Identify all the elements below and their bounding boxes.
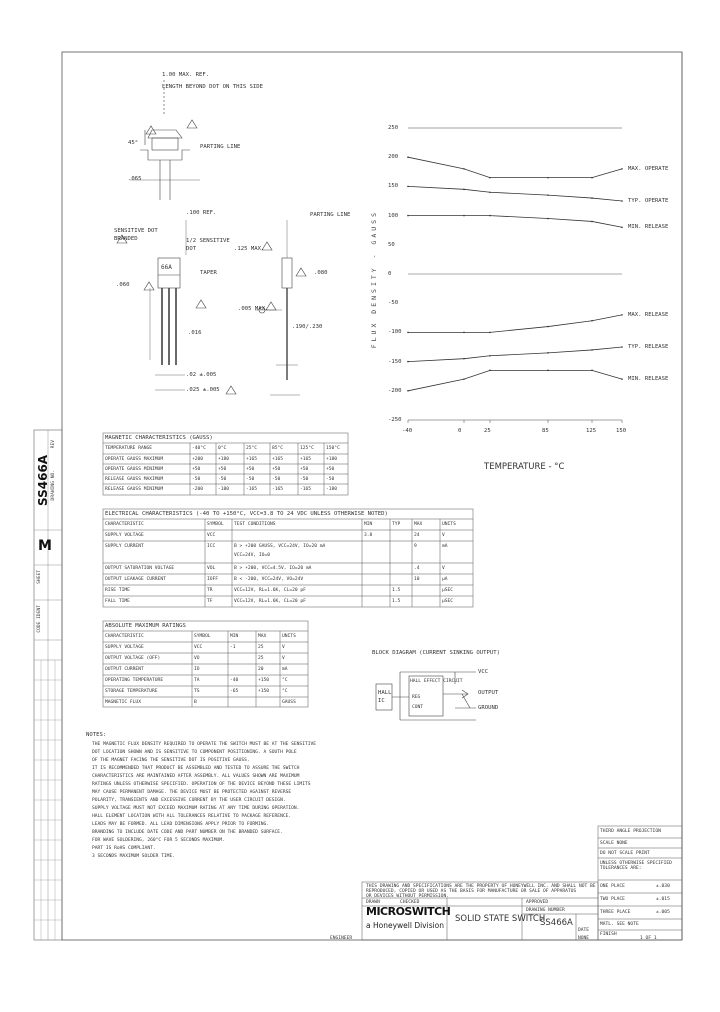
note-line: DOT LOCATION SHOWN AND IS SENSITIVE TO COMPONENT POSITIONING. A SOUTH POLE <box>92 750 297 755</box>
ratings-table-cell: -40 <box>230 678 239 683</box>
electrical-table-header: MAX <box>414 522 423 527</box>
field-label: ENGINEER <box>330 936 353 941</box>
magnetic-table-cell: -50 <box>272 477 281 482</box>
ratings-table-cell: VO <box>194 656 200 661</box>
dim-label: .080 <box>314 270 328 276</box>
dim-label: PARTING LINE <box>200 144 241 150</box>
tolerance-label: TWO PLACE <box>600 897 625 902</box>
electrical-table-cell: VOL <box>207 566 216 571</box>
chart-y-tick-label: -50 <box>388 300 399 307</box>
electrical-table-cell: ICC <box>207 544 216 549</box>
chart-y-axis-label: FLUX DENSITY - GAUSS <box>370 210 378 349</box>
dim-label: .125 MAX. <box>234 246 265 252</box>
chart-x-tick-label: 85 <box>542 428 549 434</box>
electrical-table-cell: µA <box>442 577 448 582</box>
magnetic-table-cell: -165 <box>272 487 284 492</box>
magnetic-table-header: TEMPERATURE RANGE <box>105 446 153 451</box>
note-line: BRANDING TO INCLUDE DATE CODE AND PART NUMBER ON THE BRANDED SURFACE. <box>92 830 283 835</box>
magnetic-table-cell: +165 <box>246 457 258 462</box>
chart-data-point <box>489 191 491 193</box>
electrical-table-cell: B > +200 GAUSS, VCC=24V, IO=20 mA <box>234 544 326 549</box>
chart-series-label: MAX. OPERATE <box>628 165 669 172</box>
electrical-table-header: UNITS <box>442 522 456 527</box>
magnetic-table-header: 150°C <box>326 446 340 451</box>
ratings-table-cell: mA <box>282 667 288 672</box>
dim-label: .060 <box>116 282 130 288</box>
electrical-table-cell: SUPPLY CURRENT <box>105 544 144 549</box>
magnetic-table-header: 0°C <box>218 446 227 451</box>
chart-y-tick-label: 100 <box>388 212 399 219</box>
field-label: DATE <box>578 928 590 933</box>
disclaimer-line: THIS DRAWING AND SPECIFICATIONS ARE THE PROPERTY OF HONEYWELL INC. AND SHALL NOT BE <box>366 884 596 889</box>
magnetic-table-cell: -180 <box>326 487 338 492</box>
ratings-table-cell: V <box>282 645 285 650</box>
ratings-table-cell: TS <box>194 689 200 694</box>
chart-y-tick-label: 200 <box>388 154 399 161</box>
chart-series-label: MAX. RELEASE <box>628 311 669 318</box>
electrical-table-header: CHARACTERISTIC <box>105 522 144 527</box>
dim-label: 1/2 SENSITIVE <box>186 238 230 244</box>
chart-data-point <box>407 332 409 334</box>
company-division: a Honeywell Division <box>366 921 445 930</box>
chart-y-tick-label: -100 <box>388 329 402 336</box>
side-part-number: SS466A <box>36 454 50 506</box>
title-block-row: UNLESS OTHERWISE SPECIFIED TOLERANCES ARE: <box>600 861 672 871</box>
ratings-table-cell: B <box>194 700 197 705</box>
electrical-table-cell: TF <box>207 599 213 604</box>
tolerance-label: THREE PLACE <box>600 910 631 915</box>
disclaimer-line: OR DEVICES WITHOUT PERMISSION. <box>366 894 449 899</box>
electrical-table-cell: 3.8 <box>364 533 373 538</box>
chart-data-point <box>547 177 549 179</box>
chart-series-label: MIN. RELEASE <box>628 376 669 383</box>
magnetic-table-header: 85°C <box>272 446 284 451</box>
note-line: POLARITY, TRANSIENTS AND EXCESSIVE CURRENT BY THE USER CIRCUIT DESIGN. <box>92 798 286 803</box>
ratings-table-cell: MAGNETIC FLUX <box>105 700 141 705</box>
ratings-table-cell: STORAGE TEMPERATURE <box>105 689 158 694</box>
tolerance-label: ONE PLACE <box>600 884 625 889</box>
dim-label: .190/.230 <box>292 324 323 330</box>
flux-vs-temperature-chart <box>407 128 623 423</box>
ratings-table-cell: OUTPUT CURRENT <box>105 667 144 672</box>
side-label: DRAWING NO. <box>51 470 56 501</box>
block-label: HALL <box>378 690 392 696</box>
electrical-table-cell: VCC=12V, RL=1.6K, CL=20 pF <box>234 599 306 604</box>
magnetic-table-header: 25°C <box>246 446 258 451</box>
block-label: CONT <box>412 705 424 710</box>
chart-y-tick-label: 250 <box>388 125 399 131</box>
sheet-value: 1 OF 1 <box>640 936 657 941</box>
chart-data-point <box>489 355 491 357</box>
ratings-table-cell: SUPPLY VOLTAGE <box>105 645 144 650</box>
note-flag-icons <box>117 120 306 394</box>
title-block-row: SCALE NONE <box>600 841 628 846</box>
field-label: CHECKED <box>400 900 420 905</box>
chart-y-tick-label: 50 <box>388 241 395 248</box>
chart-data-point <box>463 332 465 334</box>
magnetic-table-cell: -165 <box>300 487 312 492</box>
scale-value: NONE <box>578 936 590 941</box>
ratings-table-header: MAX <box>258 634 267 639</box>
ratings-table-header: CHARACTERISTIC <box>105 634 144 639</box>
chart-data-point <box>407 186 409 188</box>
electrical-table-header: SYMBOL <box>207 522 224 527</box>
side-label: REV <box>51 440 56 449</box>
chart-x-tick-label: 125 <box>586 428 597 434</box>
chart-data-point <box>591 177 593 179</box>
electrical-table-cell: B < -200, VCC=24V, VO=24V <box>234 577 304 582</box>
chart-data-point <box>407 215 409 217</box>
chart-x-tick-label: 150 <box>616 428 627 434</box>
side-label: CODE IDENT <box>37 605 42 633</box>
chart-data-point <box>407 361 409 363</box>
note-line: FOR WAVE SOLDERING, 260°C FOR 5 SECONDS MAXIMUM. <box>92 838 225 843</box>
chart-x-tick-label: 0 <box>458 428 462 434</box>
chart-data-point <box>591 320 593 322</box>
ratings-table-header: SYMBOL <box>194 634 211 639</box>
electrical-table-cell: TR <box>207 588 213 593</box>
chart-data-point <box>463 189 465 191</box>
tolerance-value: ±.015 <box>656 897 670 902</box>
electrical-table-cell: V <box>442 533 445 538</box>
chart-y-tick-label: -250 <box>388 417 402 423</box>
electrical-table-cell: VCC=12V, RL=1.6K, CL=20 pF <box>234 588 306 593</box>
title-block-row: FINISH <box>600 932 617 937</box>
chart-y-tick-label: 0 <box>388 271 392 277</box>
notes-title: NOTES: <box>86 732 107 738</box>
field-label: APPROVED <box>526 900 549 905</box>
magnetic-table-cell: RELEASE GAUSS MINIMUM <box>105 487 164 492</box>
magnetic-table-cell: -50 <box>192 477 201 482</box>
dim-label: LENGTH BEYOND DOT ON THIS SIDE <box>162 84 264 90</box>
electrical-table-cell: µSEC <box>442 599 454 604</box>
chart-data-point <box>547 194 549 196</box>
electrical-table-cell: 9 <box>414 544 417 549</box>
chart-data-point <box>463 215 465 217</box>
chart-data-point <box>621 314 623 316</box>
m-logo-icon: M <box>38 538 52 554</box>
note-line: OF THE MAGNET FACING THE SENSITIVE DOT IS POSITIVE GAUSS. <box>92 758 250 763</box>
magnetic-table-cell: -50 <box>218 477 227 482</box>
chart-series-label: TYP. RELEASE <box>628 344 669 350</box>
electrical-table-cell: .4 <box>414 566 420 571</box>
chart-data-point <box>463 358 465 360</box>
magnetic-table-cell: -165 <box>246 487 258 492</box>
electrical-table-cell: VCC <box>207 533 216 538</box>
magnetic-table-cell: -50 <box>300 477 309 482</box>
magnetic-table-cell: -50 <box>246 477 255 482</box>
block-label: REG <box>412 695 421 700</box>
magnetic-table-header: -40°C <box>192 446 206 451</box>
side-label: SHEET <box>37 570 42 584</box>
chart-data-point <box>463 378 465 380</box>
magnetic-table-cell: +165 <box>300 457 312 462</box>
svg-text:66A: 66A <box>161 264 172 271</box>
magnetic-table-cell: +200 <box>192 457 204 462</box>
note-line: 3 SECONDS MAXIMUM SOLDER TIME. <box>92 854 175 859</box>
magnetic-table-cell: +50 <box>272 467 281 472</box>
chart-series-line <box>408 370 622 390</box>
electrical-table-header: MIN <box>364 522 373 527</box>
magnetic-table-cell: -180 <box>218 487 230 492</box>
chart-data-point <box>621 226 623 228</box>
electrical-table-cell: mA <box>442 544 448 549</box>
ratings-table-cell: OUTPUT VOLTAGE (OFF) <box>105 656 161 661</box>
drawing-title: SOLID STATE SWITCH <box>455 914 546 924</box>
electrical-table-cell: OUTPUT LEAKAGE CURRENT <box>105 577 166 582</box>
dim-label: .100 REF. <box>186 210 217 216</box>
magnetic-table-cell: +50 <box>218 467 227 472</box>
chart-series-label: MIN. RELEASE <box>628 224 669 231</box>
chart-data-point <box>547 218 549 220</box>
block-diagram-title: BLOCK DIAGRAM (CURRENT SINKING OUTPUT) <box>372 650 500 656</box>
magnetic-table-cell: -50 <box>326 477 335 482</box>
ratings-table-cell: +150 <box>258 678 270 683</box>
block-label: OUTPUT <box>478 690 499 696</box>
magnetic-table-cell: +165 <box>272 457 284 462</box>
note-line: IT IS RECOMMENDED THAT PRODUCT BE ASSEMBLED AND TESTED TO ASSURE THE SWITCH <box>92 766 300 771</box>
block-label: VCC <box>478 669 489 675</box>
ratings-table-header: MIN <box>230 634 239 639</box>
chart-data-point <box>489 177 491 179</box>
chart-data-point <box>621 378 623 380</box>
dim-label: PARTING LINE <box>310 212 351 218</box>
magnetic-table-cell: +50 <box>192 467 201 472</box>
company-logo: MICROSWITCH <box>366 905 451 918</box>
ratings-table-cell: TA <box>194 678 200 683</box>
dim-label: DOT <box>186 246 197 252</box>
magnetic-table-header: 125°C <box>300 446 314 451</box>
ratings-table-cell: +150 <box>258 689 270 694</box>
ratings-table-cell: OPERATING TEMPERATURE <box>105 678 164 683</box>
chart-x-tick-label: -40 <box>402 428 413 434</box>
chart-data-point <box>621 168 623 170</box>
chart-data-point <box>621 200 623 202</box>
electrical-table-cell: SUPPLY VOLTAGE <box>105 533 144 538</box>
note-line: MAY CAUSE PERMANENT DAMAGE. THE DEVICE MUST BE PROTECTED AGAINST REVERSE <box>92 790 292 795</box>
chart-data-point <box>547 352 549 354</box>
chart-data-point <box>489 215 491 217</box>
dim-label: .005 MAX. <box>238 306 269 312</box>
electrical-table-cell: 24 <box>414 533 420 538</box>
magnetic-table-cell: -200 <box>192 487 204 492</box>
electrical-table-cell: 1.5 <box>392 599 401 604</box>
electrical-table-cell: V <box>442 566 445 571</box>
chart-data-point <box>547 326 549 328</box>
chart-series-line <box>408 347 622 362</box>
dim-label: .065 <box>128 176 142 182</box>
chart-data-point <box>463 168 465 170</box>
electrical-table-cell: IOFF <box>207 577 219 582</box>
electrical-table-cell: B > +200, VCC=4.5V, IO=20 mA <box>234 566 312 571</box>
disclaimer-line: REPRODUCED, COPIED OR USED AS THE BASIS FOR MANUFACTURE OR SALE OF APPARATUS <box>366 889 577 894</box>
ratings-table-cell: IO <box>194 667 200 672</box>
note-line: PART IS RoHS COMPLIANT. <box>92 846 156 851</box>
electrical-table-cell: 1.5 <box>392 588 401 593</box>
chart-y-tick-label: 150 <box>388 183 399 190</box>
ratings-table-cell: °C <box>282 689 288 694</box>
ratings-table-cell: -65 <box>230 689 239 694</box>
title-block-row: THIRD ANGLE PROJECTION <box>600 829 661 834</box>
drawing-number-label: DRAWING NUMBER <box>526 908 565 913</box>
chart-data-point <box>489 332 491 334</box>
ratings-table-cell: VCC <box>194 645 203 650</box>
note-line: CHARACTERISTICS ARE MAINTAINED AFTER ASSEMBLY. ALL VALUES SHOWN ARE MAXIMUM <box>92 774 300 779</box>
note-line: HALL ELEMENT LOCATION WITH ALL TOLERANCES RELATIVE TO PACKAGE REFERENCE. <box>92 814 292 819</box>
chart-series-label: TYP. OPERATE <box>628 198 669 204</box>
electrical-table-header: TEST CONDITIONS <box>234 522 276 527</box>
electrical-table-cell: µSEC <box>442 588 454 593</box>
magnetic-table-cell: +50 <box>326 467 335 472</box>
chart-data-point <box>407 390 409 392</box>
electrical-table-cell: RISE TIME <box>105 588 130 593</box>
title-block-row: DO NOT SCALE PRINT <box>600 851 650 856</box>
ratings-table-cell: °C <box>282 678 288 683</box>
dim-label: .025 ±.005 <box>186 387 220 393</box>
magnetic-table-cell: +180 <box>326 457 338 462</box>
chart-data-point <box>591 349 593 351</box>
chart-series-line <box>408 315 622 333</box>
ratings-table-cell: GAUSS <box>282 700 296 705</box>
electrical-table-title: ELECTRICAL CHARACTERISTICS (-40 TO +150°C, VCC=3.8 TO 24 VDC UNLESS OTHERWISE NOTED) <box>105 511 388 517</box>
tolerance-value: ±.030 <box>656 884 670 889</box>
chart-data-point <box>591 197 593 199</box>
dim-label: 45° <box>128 140 139 146</box>
field-label: DRAWN <box>366 900 380 905</box>
ratings-table-cell: V <box>282 656 285 661</box>
ratings-table-title: ABSOLUTE MAXIMUM RATINGS <box>105 623 186 629</box>
chart-series-line <box>408 186 622 201</box>
magnetic-table-cell: RELEASE GAUSS MAXIMUM <box>105 477 164 482</box>
magnetic-table-cell: +50 <box>300 467 309 472</box>
dim-label: TAPER <box>200 270 217 276</box>
electrical-table-cell: FALL TIME <box>105 599 130 604</box>
title-part-number: SS466A <box>540 918 573 928</box>
ratings-table-header: UNITS <box>282 634 296 639</box>
chart-data-point <box>591 221 593 223</box>
chart-x-axis-label: TEMPERATURE - °C <box>484 462 565 472</box>
chart-y-tick-label: -150 <box>388 358 402 365</box>
magnetic-table-title: MAGNETIC CHARACTERISTICS (GAUSS) <box>105 435 213 441</box>
chart-data-point <box>489 370 491 372</box>
note-line: RATINGS UNLESS OTHERWISE SPECIFIED. OPERATION OF THE DEVICE BEYOND THESE LIMITS <box>92 782 311 787</box>
chart-y-tick-label: -200 <box>388 387 402 394</box>
note-line: THE MAGNETIC FLUX DENSITY REQUIRED TO OPERATE THE SWITCH MUST BE AT THE SENSITIVE <box>92 742 317 747</box>
ratings-table-cell: -1 <box>230 645 236 650</box>
magnetic-table-cell: +180 <box>218 457 230 462</box>
ratings-table-cell: 25 <box>258 656 264 661</box>
magnetic-table-grid <box>103 433 348 495</box>
note-line: SUPPLY VOLTAGE MUST NOT EXCEED MAXIMUM RATING AT ANY TIME DURING OPERATION. <box>92 806 300 811</box>
dim-label: SENSITIVE DOT <box>114 228 158 234</box>
chart-data-point <box>621 346 623 348</box>
electrical-table-header: TYP <box>392 522 401 527</box>
title-block-row: MATL. SEE NOTE <box>600 922 639 927</box>
block-label: IC <box>378 698 385 704</box>
dim-label: .016 <box>188 330 202 336</box>
dim-label: .02 ±.005 <box>186 372 217 378</box>
tolerance-value: ±.005 <box>656 910 670 915</box>
ratings-table-cell: 20 <box>258 667 264 672</box>
block-label: GROUND <box>478 705 499 711</box>
ratings-table-cell: 25 <box>258 645 264 650</box>
chart-data-point <box>407 156 409 158</box>
dim-label: 1.00 MAX. REF. <box>162 72 210 78</box>
note-line: LEADS MAY BE FORMED. ALL LEAD DIMENSIONS APPLY PRIOR TO FORMING. <box>92 822 270 827</box>
dim-label: BRANDED <box>114 236 138 242</box>
magnetic-table-cell: OPERATE GAUSS MINIMUM <box>105 467 164 472</box>
chart-data-point <box>591 370 593 372</box>
block-label: HALL EFFECT CIRCUIT <box>410 679 463 684</box>
magnetic-table-cell: OPERATE GAUSS MAXIMUM <box>105 457 164 462</box>
chart-series-line <box>408 216 622 228</box>
electrical-table-cell: OUTPUT SATURATION VOLTAGE <box>105 566 175 571</box>
chart-x-tick-label: 25 <box>484 428 491 434</box>
magnetic-table-cell: +50 <box>246 467 255 472</box>
chart-data-point <box>547 370 549 372</box>
electrical-table-cell: 10 <box>414 577 420 582</box>
chart-series-line <box>408 157 622 177</box>
electrical-table-cell: VCC=24V, IO=0 <box>234 553 270 558</box>
